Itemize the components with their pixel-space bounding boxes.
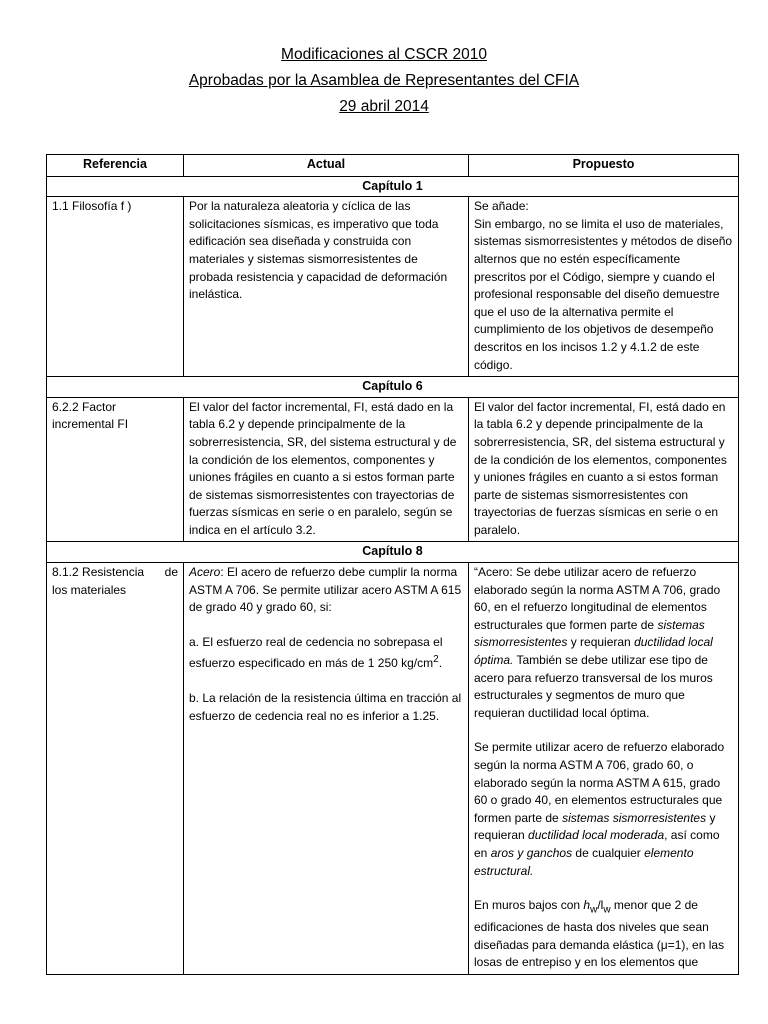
column-header-propuesto: Propuesto — [469, 155, 739, 177]
document-title: Modificaciones al CSCR 2010 — [281, 46, 487, 63]
actual-cell: El valor del factor incremental, FI, está dado en la tabla 6.2 y depende principalmente de la sobrerresistencia, SR, del sistema estructural y de la condición de los elementos, componentes y uniones frágiles en cuanto a si estos forman parte de sistemas sismorresistentes con trayectorias de fuerzas sísmicas en serie o en paralelo, según se indica en el artículo 3.2. — [184, 397, 469, 542]
reference-cell: 1.1 Filosofía f ) — [47, 197, 184, 377]
chapter-6-heading: Capítulo 6 — [47, 377, 739, 398]
propuesto-cell: El valor del factor incremental, FI, está dado en la tabla 6.2 y depende principalmente de la sobrerresistencia, SR, del sistema estructural y de la condición de los elementos, componentes y uniones frágiles en cuanto a si estos forman parte de sistemas sismorresistentes con trayectorias de fuerzas sísmicas en serie o en paralelo. — [469, 397, 739, 542]
table-header-row — [47, 155, 739, 177]
reference-cell: 8.1.2 Resistencia de los materiales — [47, 563, 184, 975]
document-date: 29 abril 2014 — [339, 98, 429, 115]
table-row — [47, 197, 739, 377]
proposed-paragraph: Se permite utilizar acero de refuerzo elaborado según la norma ASTM A 706, grado 60, o elaborado según la norma ASTM A 615, grado 60 o grado 40, en elementos estructurales que formen parte de sistemas sismorresistentes y requieran ductilidad local moderada, así como en aros y ganchos de cualquier elemento estructural. — [474, 740, 725, 878]
actual-cell: Por la naturaleza aleatoria y cíclica de las solicitaciones sísmicas, es imperativo que toda edificación sea diseñada y construida con materiales y sistemas sismorresistentes de probada resistencia y capacidad de deformación inelástica. — [184, 197, 469, 377]
chapter-8-heading: Capítulo 8 — [47, 542, 739, 563]
added-text: Sin embargo, no se limita el uso de materiales, sistemas sismorresistentes y métodos de diseño alternos que no estén específicamente prescritos por el Código, siempre y cuando el profesional responsable del diseño demuestre que el uso de la alternativa permite el cumplimiento de los objetivos de desempeño descritos en los incisos 1.2 y 4.1.2 de este código. — [474, 216, 733, 372]
actual-paragraph: b. La relación de la resistencia última en tracción al esfuerzo de cedencia real no es inferior a 1.25. — [189, 691, 462, 723]
modifications-table — [46, 154, 739, 975]
table-row — [47, 563, 739, 975]
propuesto-cell — [469, 197, 739, 377]
reference-cell: 6.2.2 Factor incremental FI — [47, 397, 184, 542]
chapter-row — [47, 176, 739, 197]
column-header-referencia: Referencia — [47, 155, 184, 177]
reference-line: 8.1.2 Resistencia de — [52, 565, 178, 580]
table-row — [47, 397, 739, 542]
proposed-paragraph: “Acero: Se debe utilizar acero de refuerzo elaborado según la norma ASTM A 706, grado 60, en el refuerzo longitudinal de elementos estructurales que formen parte de sistemas sismorresistentes y requieran ductilidad local óptima. También se debe utilizar ese tipo de acero para refuerzo transversal de los muros estructurales y segmentos de muro que requieran ductilidad local óptima. — [474, 565, 721, 720]
proposed-paragraph: En muros bajos con $h_w/l_w$ menor que 2 de edificaciones de hasta dos niveles que sean diseñadas para demanda elástica (μ=1), en las losas de entrepiso y en los elementos que — [474, 898, 725, 970]
added-label: Se añade: — [474, 199, 529, 214]
actual-cell — [184, 563, 469, 975]
column-header-actual: Actual — [184, 155, 469, 177]
document-header — [0, 42, 768, 120]
chapter-1-heading: Capítulo 1 — [47, 176, 739, 197]
chapter-row — [47, 542, 739, 563]
chapter-row — [47, 377, 739, 398]
actual-paragraph: Acero: El acero de refuerzo debe cumplir la norma ASTM A 706. Se permite utilizar acero ASTM A 615 de grado 40 y grado 60, si: — [189, 565, 462, 615]
actual-paragraph: a. El esfuerzo real de cedencia no sobrepasa el esfuerzo especificado en más de 1 250 $kg/cm^2$. — [189, 634, 443, 671]
document-subtitle: Aprobadas por la Asamblea de Representantes del CFIA — [188, 72, 580, 89]
propuesto-cell — [469, 563, 739, 975]
